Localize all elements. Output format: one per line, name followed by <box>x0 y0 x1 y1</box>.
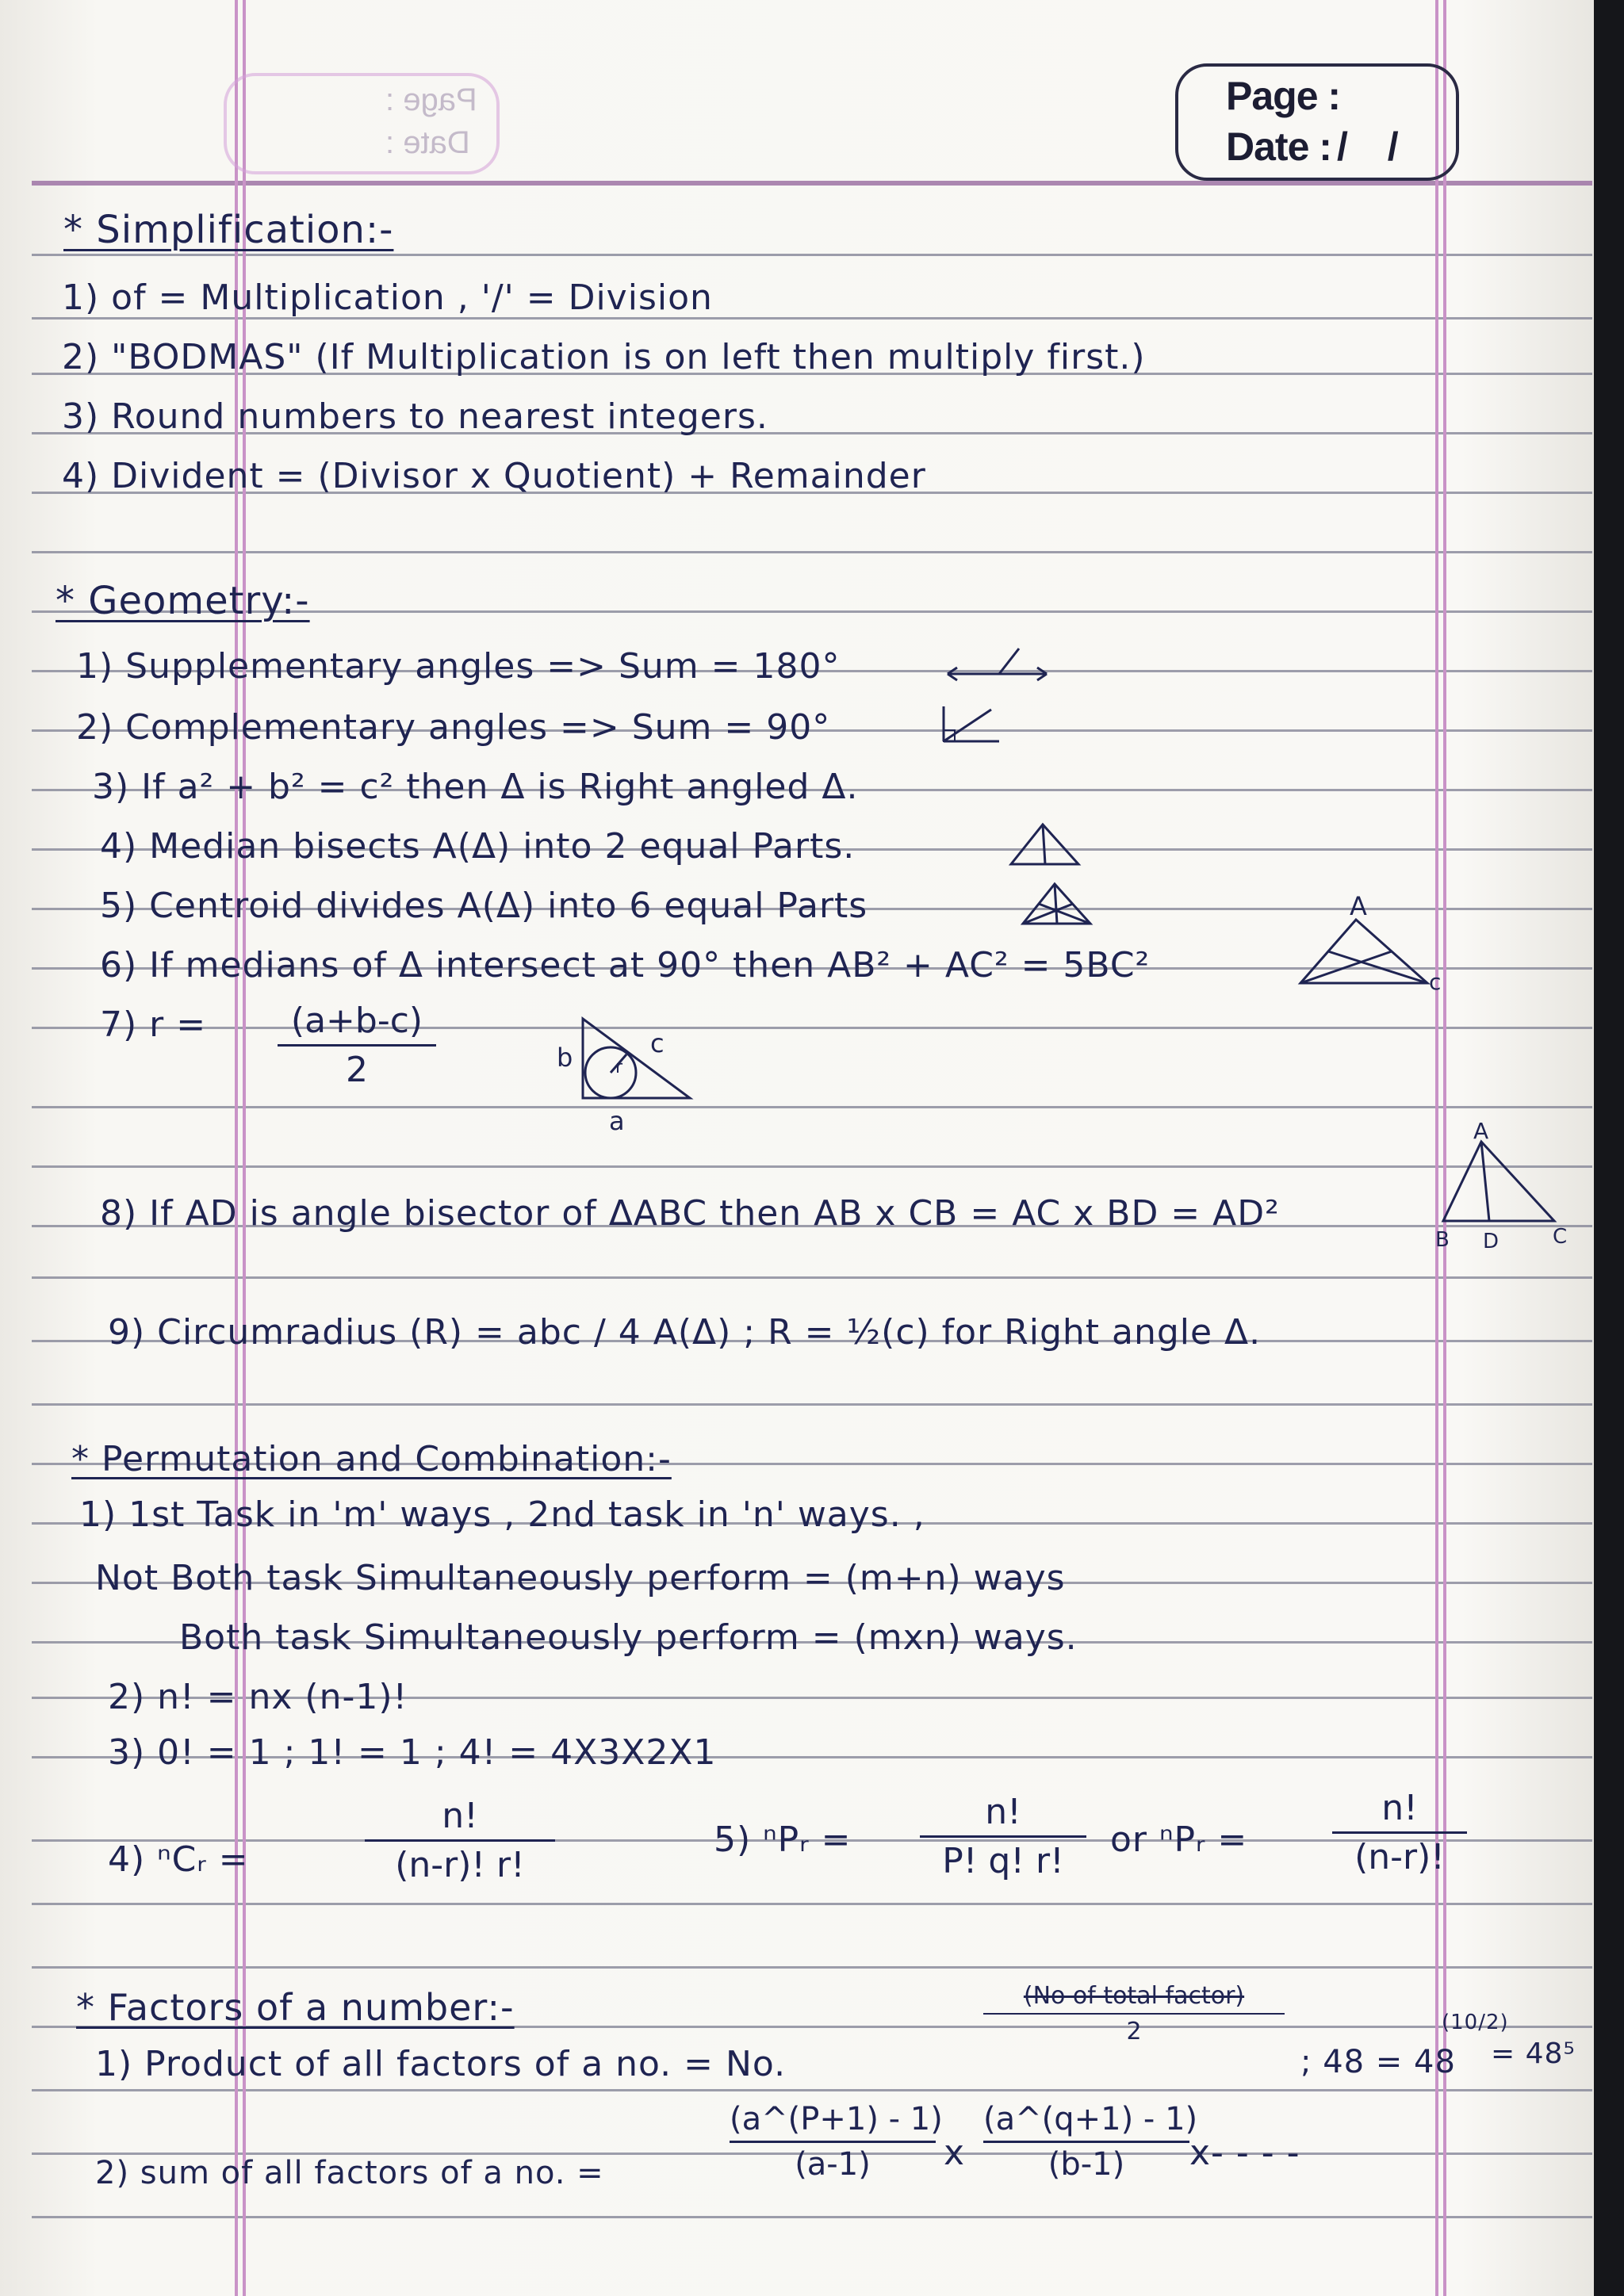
geometry-item-9: 9) Circumradius (R) = abc / 4 A(Δ) ; R = ½(c) for Right angle Δ. <box>108 1312 1262 1353</box>
sum-factor-1-denominator: (a-1) <box>795 2146 871 2183</box>
permutation-line-1: 1) 1st Task in 'm' ways , 2nd task in 'n' ways. , <box>79 1494 925 1535</box>
sum-tail: x- - - - <box>1189 2133 1300 2173</box>
figure-label-c: C <box>1553 1225 1568 1249</box>
figure-label-a: A <box>1350 891 1367 921</box>
ncr-label: 4) ⁿCᵣ = <box>108 1839 249 1880</box>
rule-line <box>32 2089 1592 2091</box>
rule-line <box>32 1027 1592 1029</box>
figure-label-c: c <box>650 1028 665 1058</box>
permutation-heading: * Permutation and Combination:- <box>71 1439 672 1479</box>
permutation-line-3: Both task Simultaneously perform = (mxn) ways. <box>179 1617 1078 1658</box>
example-base: ; 48 = 48 <box>1300 2044 1456 2080</box>
npr-alt-numerator: n! <box>1381 1788 1418 1828</box>
sum-factor-1-fraction <box>730 2101 943 2183</box>
inradius-numerator: (a+b-c) <box>290 1001 423 1041</box>
geometry-heading: * Geometry:- <box>56 579 310 623</box>
rule-line <box>32 1403 1592 1406</box>
median-triangle-icon <box>1007 821 1086 868</box>
factors-heading: * Factors of a number:- <box>76 1986 515 2029</box>
figure-label-c: c <box>1429 969 1442 995</box>
sum-multiply-sign: x <box>944 2133 966 2173</box>
npr-fraction <box>920 1792 1086 1881</box>
rule-line <box>32 1966 1592 1969</box>
top-rule-line <box>32 181 1592 186</box>
date-label: Date : <box>1226 124 1331 169</box>
figure-label-r: r <box>615 1058 623 1077</box>
rule-line <box>32 254 1592 256</box>
geometry-item-1: 1) Supplementary angles => Sum = 180° <box>76 646 841 687</box>
product-of-factors-line: 1) Product of all factors of a no. = No. <box>95 2044 787 2084</box>
rule-line <box>32 1903 1592 1905</box>
simplification-item-1: 1) of = Multiplication , '/' = Division <box>62 277 713 318</box>
permutation-line-4: 2) n! = nx (n-1)! <box>108 1677 408 1717</box>
sum-factor-2-numerator: (a^(q+1) - 1) <box>983 2101 1198 2137</box>
product-exponent-numerator: (No of total factor) <box>1023 1982 1245 2010</box>
npr-denominator: P! q! r! <box>942 1841 1064 1881</box>
sum-factor-2-fraction <box>983 2101 1198 2183</box>
npr-alt-fraction <box>1332 1788 1467 1877</box>
geometry-item-2: 2) Complementary angles => Sum = 90° <box>76 707 831 748</box>
rule-line <box>32 551 1592 553</box>
complementary-angle-icon <box>936 702 1007 749</box>
rule-line <box>32 1106 1592 1108</box>
ncr-denominator: (n-r)! r! <box>395 1845 525 1885</box>
geometry-item-5: 5) Centroid divides A(Δ) into 6 equal Parts <box>100 886 868 926</box>
page-date-box <box>1175 63 1459 181</box>
simplification-item-2: 2) "BODMAS" (If Multiplication is on left then multiply first.) <box>62 337 1146 377</box>
inradius-denominator: 2 <box>346 1050 368 1090</box>
geometry-item-6: 6) If medians of Δ intersect at 90° then AB² + AC² = 5BC² <box>100 945 1151 985</box>
supplementary-angle-icon <box>944 642 1055 690</box>
page-label: Page : <box>1226 74 1341 118</box>
sum-of-factors-label: 2) sum of all factors of a no. = <box>95 2155 604 2191</box>
npr-or-label: or ⁿPᵣ = <box>1110 1820 1248 1860</box>
sum-factor-1-numerator: (a^(P+1) - 1) <box>730 2101 943 2137</box>
centroid-triangle-icon <box>1019 880 1098 928</box>
figure-label-a: A <box>1473 1118 1489 1144</box>
geometry-item-3: 3) If a² + b² = c² then Δ is Right angled Δ. <box>92 767 859 807</box>
npr-label: 5) ⁿPᵣ = <box>714 1820 852 1860</box>
figure-label-d: D <box>1483 1230 1500 1253</box>
medians-triangle-figure <box>1293 891 1443 995</box>
page-edge-shadow <box>1594 0 1624 2296</box>
figure-label-b: b <box>557 1043 573 1073</box>
rule-line <box>32 1165 1592 1168</box>
ncr-numerator: n! <box>442 1796 478 1836</box>
rule-line <box>32 2216 1592 2218</box>
sum-factor-2-denominator: (b-1) <box>1048 2146 1125 2183</box>
rule-line <box>32 1276 1592 1279</box>
angle-bisector-triangle-figure <box>1435 1118 1570 1253</box>
figure-label-a: a <box>609 1106 625 1136</box>
simplification-heading: * Simplification:- <box>63 208 394 252</box>
geometry-item-4: 4) Median bisects A(Δ) into 2 equal Parts. <box>100 826 856 867</box>
geometry-item-7: 7) r = <box>100 1004 207 1045</box>
product-exponent-denominator: 2 <box>1126 2018 1142 2045</box>
permutation-line-5: 3) 0! = 1 ; 1! = 1 ; 4! = 4X3X2X1 <box>108 1732 717 1773</box>
date-value: / / <box>1337 124 1413 169</box>
geometry-item-8: 8) If AD is angle bisector of ΔABC then AB x CB = AC x BD = AD² <box>100 1193 1280 1234</box>
figure-label-b: B <box>1435 1228 1450 1252</box>
simplification-item-3: 3) Round numbers to nearest integers. <box>62 396 768 437</box>
npr-numerator: n! <box>985 1792 1021 1832</box>
bleed-through-header: Page : Date : <box>224 73 500 174</box>
product-exponent-fraction <box>983 1982 1285 2045</box>
incircle-right-triangle-figure <box>547 1011 706 1138</box>
inradius-fraction <box>278 1001 436 1090</box>
simplification-item-4: 4) Divident = (Divisor x Quotient) + Remainder <box>62 456 926 496</box>
npr-alt-denominator: (n-r)! <box>1354 1837 1445 1877</box>
example-exponent: (10/2) <box>1442 2011 1509 2034</box>
ncr-fraction <box>365 1796 555 1885</box>
permutation-line-2: Not Both task Simultaneously perform = (m+n) ways <box>95 1558 1066 1598</box>
example-result: = 48⁵ <box>1491 2038 1576 2070</box>
